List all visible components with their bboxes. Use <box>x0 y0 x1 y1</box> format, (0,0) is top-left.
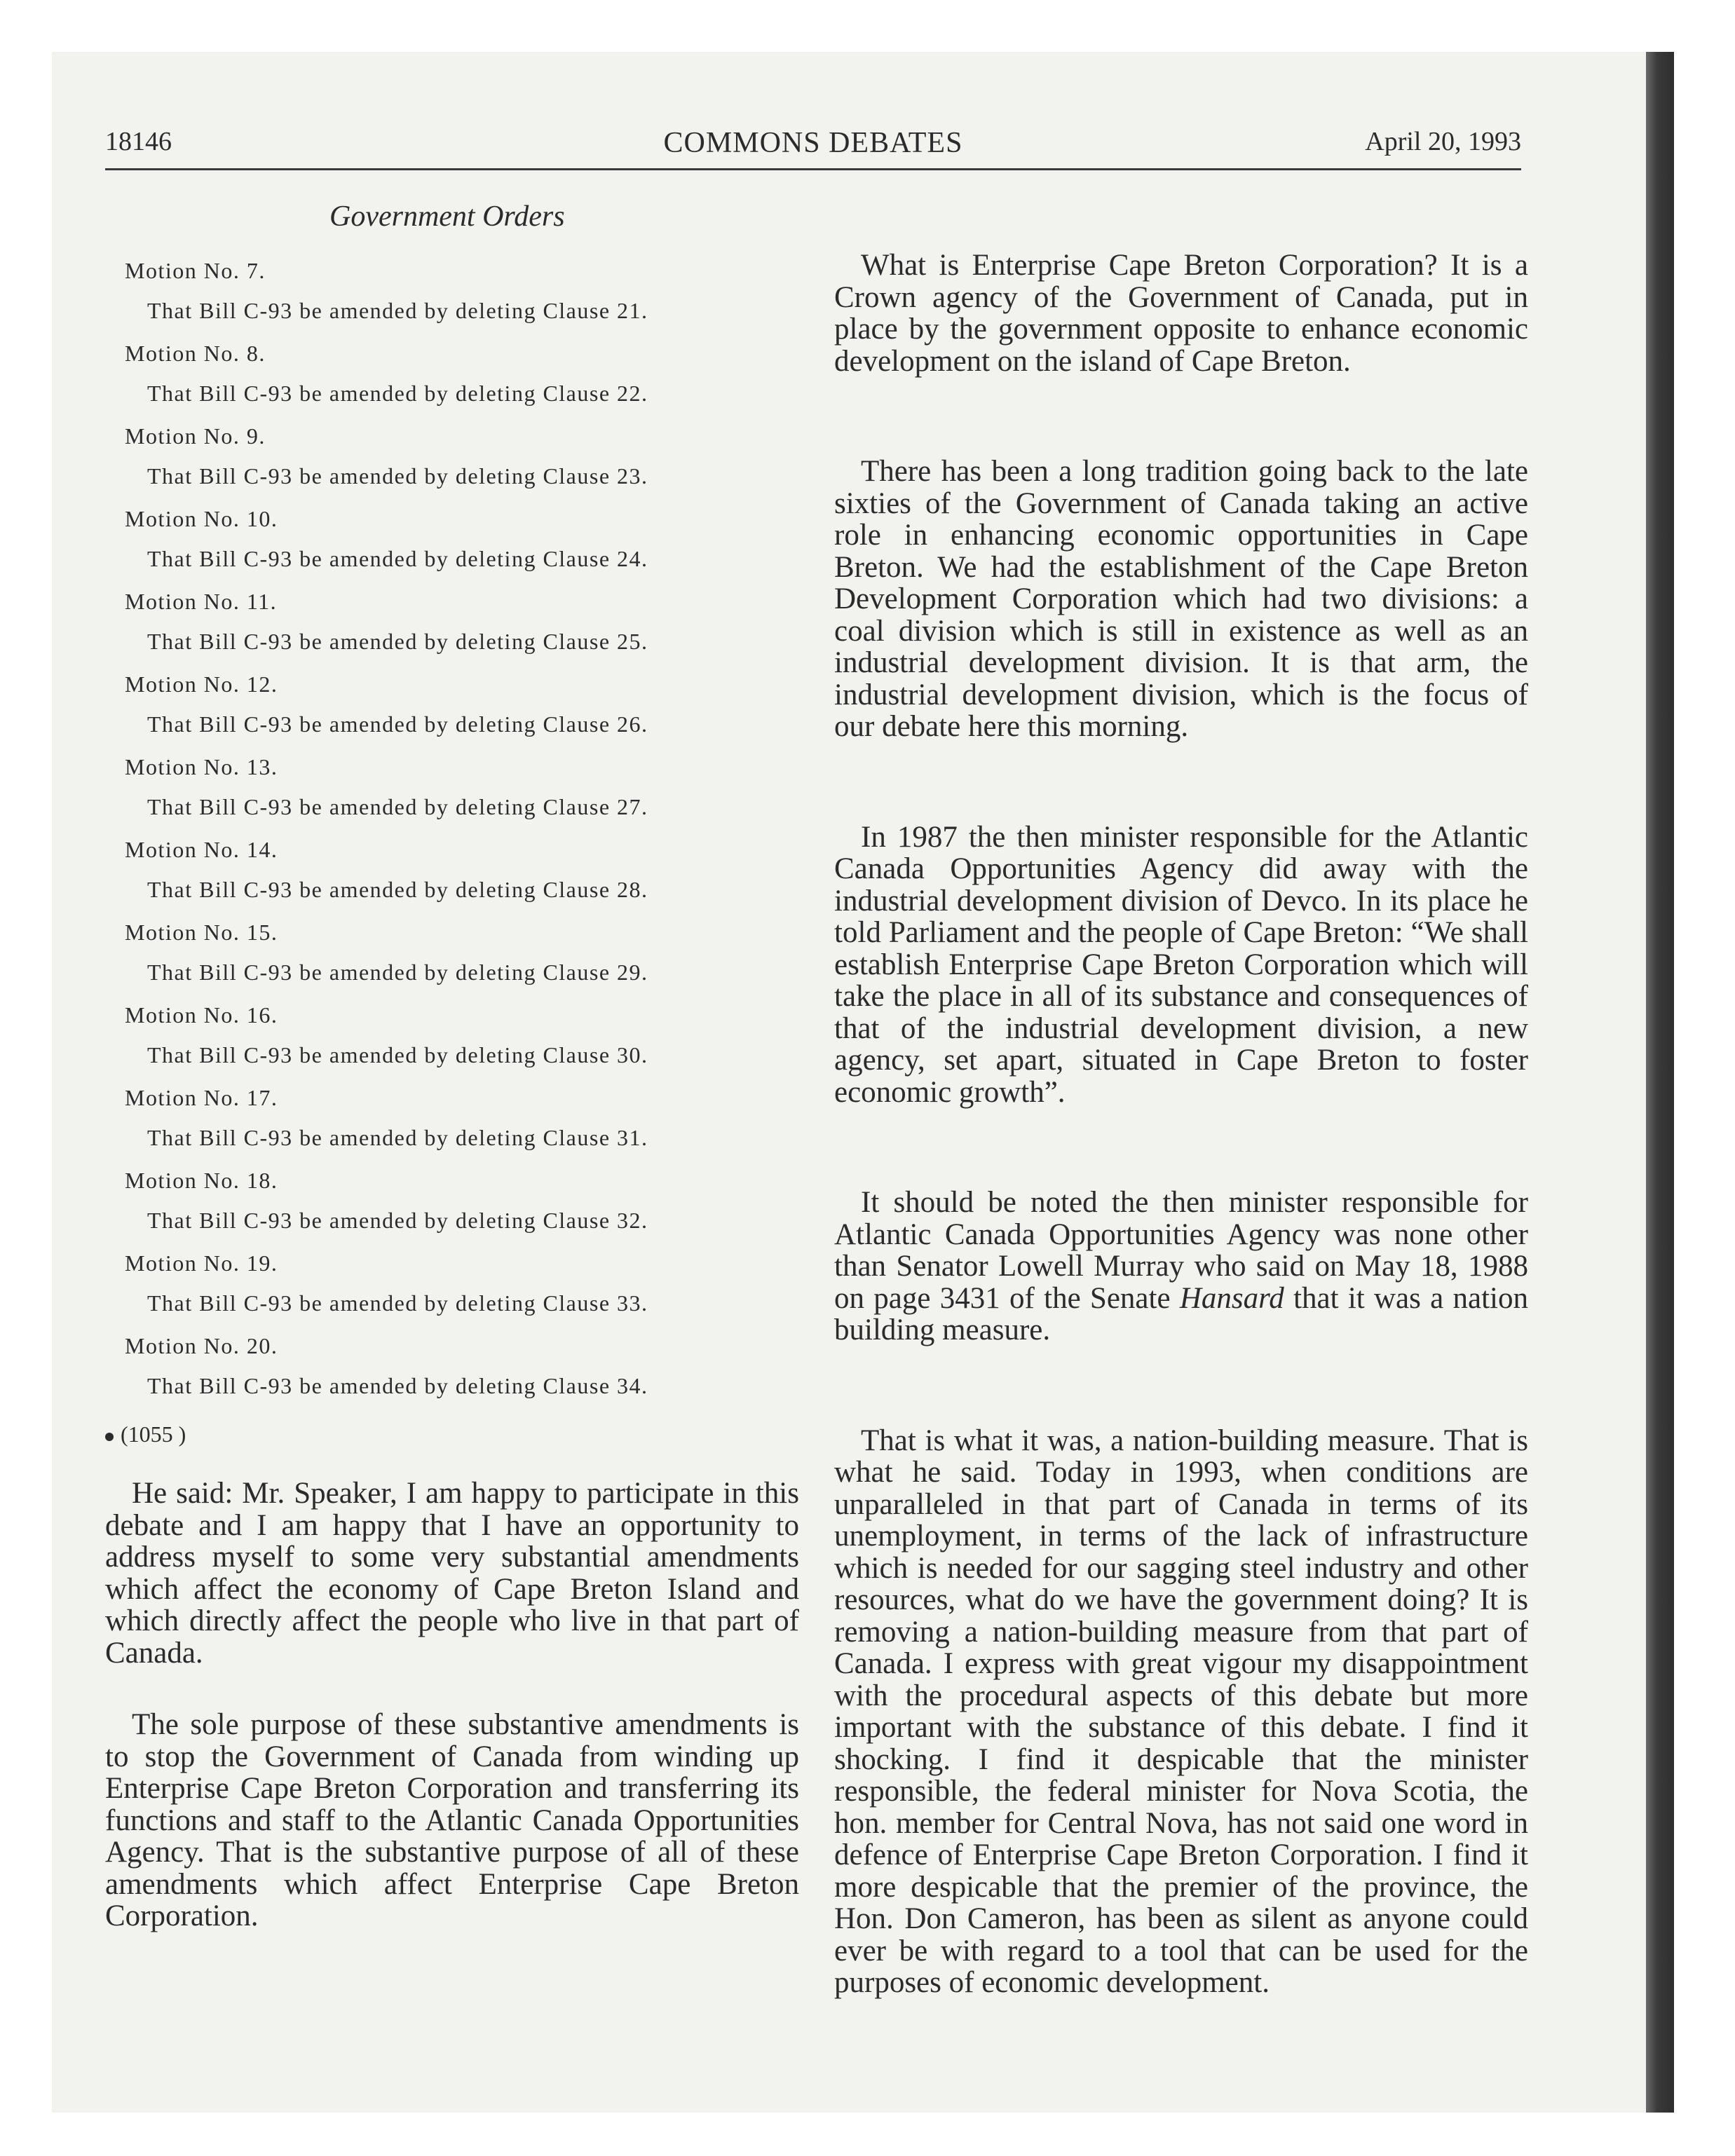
motion-label: Motion No. 9. <box>125 423 266 449</box>
motion-item <box>105 1333 799 1416</box>
section-title: Government Orders <box>329 200 565 233</box>
paragraph-text: that it was a nation building measure. <box>834 1281 1529 1346</box>
timestamp <box>105 1421 186 1447</box>
publication-title: COMMONS DEBATES <box>663 127 963 159</box>
paragraph: What is Enterprise Cape Breton Corporation? It is a Crown agency of the Government of Canada, put in place by the government opposite to enhance economic development on the island of Cape Breton. <box>834 249 1528 378</box>
paragraph: That is what it was, a nation-building measure. That is what he said. Today in 1993, when conditions are unparalleled in that part of Canada in terms of its unemployment, in terms of the lack of infrastructure which is needed for our sagging steel industry and other resources, what do we have the government doing? It is removing a nation-building measure from that part of Canada. I express with great vigour my disappointment with the procedural aspects of this debate but more important with the substance of this debate. I find it shocking. I find it despicable that the minister responsible, the federal minister for Nova Scotia, the hon. member for Central Nova, has not said one word in defence of Enterprise Cape Breton Corporation. I find it more despicable that the premier of the province, the Hon. Don Cameron, has been as silent as anyone could ever be with regard to a tool that can be used for the purposes of economic development. <box>834 1424 1528 1999</box>
motion-label: Motion No. 13. <box>125 754 278 779</box>
motion-item <box>105 506 799 589</box>
motion-item <box>105 341 799 423</box>
motion-item <box>105 423 799 506</box>
timestamp-text: (1055 ) <box>121 1421 186 1447</box>
motion-item <box>105 837 799 920</box>
motion-label: Motion No. 7. <box>125 258 266 283</box>
motion-item <box>105 1168 799 1250</box>
motion-text: That Bill C-93 be amended by deleting Clause 29. <box>147 960 648 985</box>
motion-label: Motion No. 14. <box>125 837 278 862</box>
debate-date: April 20, 1993 <box>1365 127 1521 156</box>
paragraph: The sole purpose of these substantive amendments is to stop the Government of Canada from winding up Enterprise Cape Breton Corporation and transferring its functions and staff to the Atlantic Canada Opportunities Agency. That is the substantive purpose of all of these amendments which affect Enterprise Cape Breton Corporation. <box>105 1708 799 1932</box>
motion-label: Motion No. 19. <box>125 1250 278 1276</box>
motion-item <box>105 1250 799 1333</box>
paragraph: There has been a long tradition going back to the late sixties of the Government of Canada taking an active role in enhancing economic opportunities in Cape Breton. We had the establishment of the Cape Breton Development Corporation which had two divisions: a coal division which is still in existence as well as an industrial development division. It is that arm, the industrial development division, which is the focus of our debate here this morning. <box>834 455 1528 743</box>
left-column <box>105 258 799 1932</box>
hansard-title: Hansard <box>1179 1281 1284 1315</box>
right-column <box>834 250 1528 2077</box>
motion-text: That Bill C-93 be amended by deleting Clause 23. <box>147 463 648 489</box>
motion-text: That Bill C-93 be amended by deleting Clause 25. <box>147 629 648 654</box>
motion-label: Motion No. 12. <box>125 671 278 697</box>
motion-text: That Bill C-93 be amended by deleting Clause 24. <box>147 546 648 571</box>
motion-item <box>105 920 799 1002</box>
motion-text: That Bill C-93 be amended by deleting Clause 30. <box>147 1042 648 1067</box>
motion-text: That Bill C-93 be amended by deleting Clause 33. <box>147 1290 648 1316</box>
motion-text: That Bill C-93 be amended by deleting Clause 28. <box>147 877 648 902</box>
motion-text: That Bill C-93 be amended by deleting Clause 26. <box>147 711 648 737</box>
motion-item <box>105 1085 799 1168</box>
scan-edge-shadow <box>1646 52 1674 2113</box>
paragraph <box>834 1187 1528 1346</box>
motion-label: Motion No. 20. <box>125 1333 278 1358</box>
motion-item <box>105 258 799 341</box>
motion-list <box>105 258 799 1416</box>
motion-text: That Bill C-93 be amended by deleting Clause 27. <box>147 794 648 819</box>
paragraph: In 1987 the then minister responsible for the Atlantic Canada Opportunities Agency did away with the industrial development division of Devco. In its place he told Parliament and the people of Cape Breton: “We shall establish Enterprise Cape Breton Corporation which will take the place in all of its substance and consequences of that of the industrial development division, a new agency, set apart, situated in Cape Breton to foster economic growth”. <box>834 820 1528 1109</box>
motion-text: That Bill C-93 be amended by deleting Clause 32. <box>147 1208 648 1233</box>
motion-label: Motion No. 16. <box>125 1002 278 1028</box>
motion-item <box>105 671 799 754</box>
motion-label: Motion No. 8. <box>125 341 266 366</box>
motion-text: That Bill C-93 be amended by deleting Clause 34. <box>147 1373 648 1398</box>
page-number: 18146 <box>105 127 172 156</box>
paragraph: He said: Mr. Speaker, I am happy to participate in this debate and I am happy that I have an opportunity to address myself to some very substantial amendments which affect the economy of Cape Breton Island and which directly affect the people who live in that part of Canada. <box>105 1477 799 1670</box>
motion-text: That Bill C-93 be amended by deleting Clause 31. <box>147 1125 648 1150</box>
motion-text: That Bill C-93 be amended by deleting Clause 21. <box>147 298 648 323</box>
motion-item <box>105 589 799 671</box>
bullet-icon <box>105 1433 114 1441</box>
page-header <box>105 126 1521 170</box>
paragraph-text: It should be noted the then minister responsible for Atlantic Canada Opportunities Agency was none other than Senator Lowell Murray who said on May 18, 1988 on page 3431 of the Senate <box>834 1186 1528 1315</box>
motion-label: Motion No. 18. <box>125 1168 278 1193</box>
motion-text: That Bill C-93 be amended by deleting Clause 22. <box>147 381 648 406</box>
motion-label: Motion No. 10. <box>125 506 278 531</box>
motion-item <box>105 754 799 837</box>
motion-label: Motion No. 11. <box>125 589 278 614</box>
motion-label: Motion No. 17. <box>125 1085 278 1110</box>
motion-label: Motion No. 15. <box>125 920 278 945</box>
motion-item <box>105 1002 799 1085</box>
